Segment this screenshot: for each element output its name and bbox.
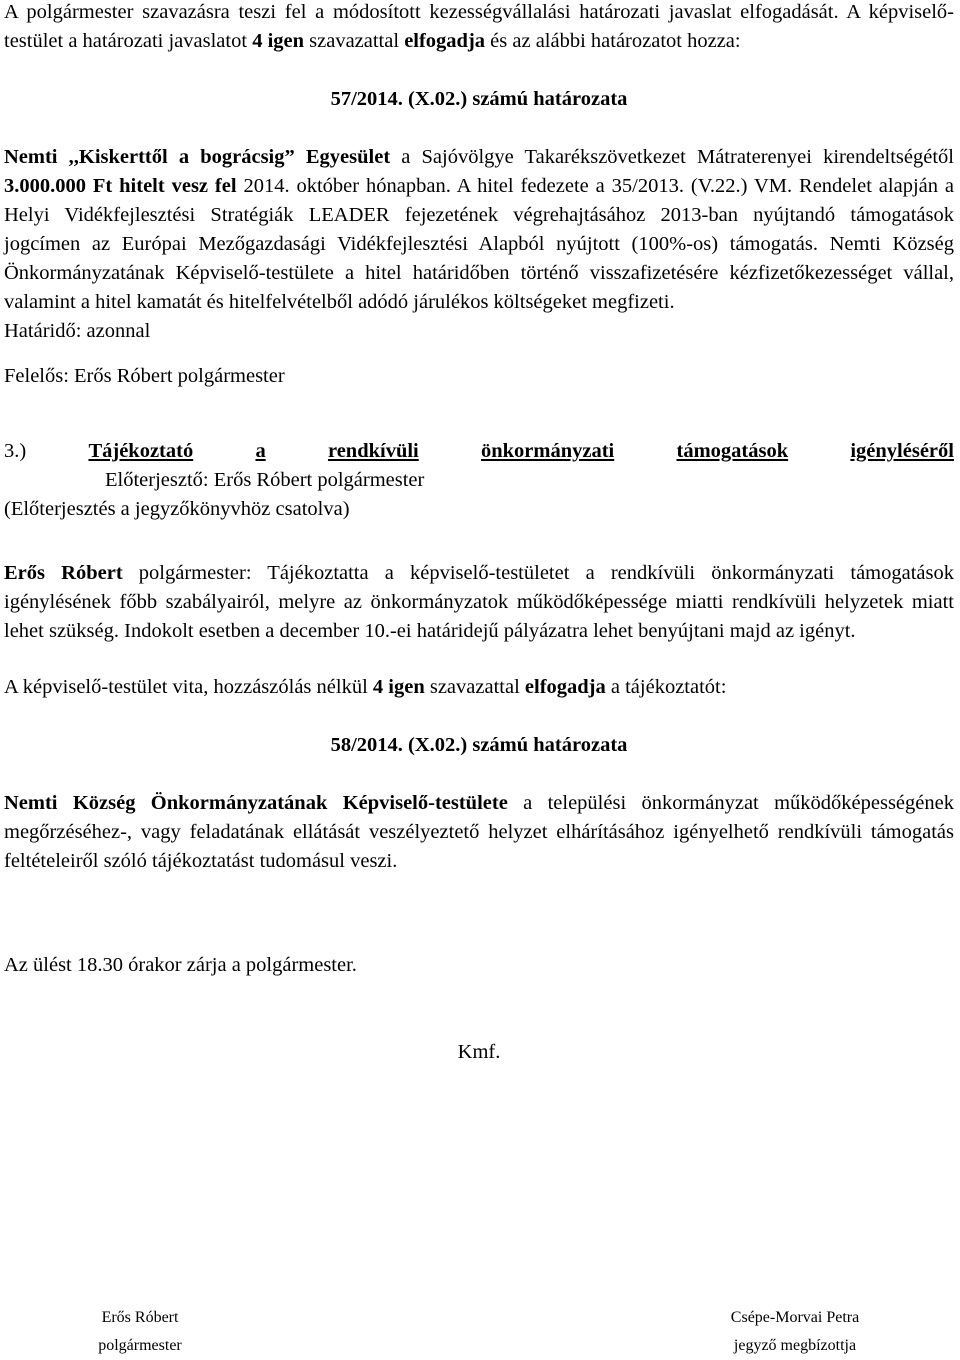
resolution-57-responsible: Felelős: Erős Róbert polgármester bbox=[4, 365, 285, 387]
signature-left bbox=[40, 1304, 240, 1360]
signature-right-title: jegyző megbízottja bbox=[733, 1337, 857, 1354]
resolution-57-deadline: Határidő: azonnal bbox=[4, 320, 151, 342]
resolution-57-body: Nemti ,,Kiskerttől a bográcsig” Egyesület a Sajóvölgye Takarékszövetkezet Mátraterenyei kirendeltségétől 3.000.000 Ft hitelt vesz fel 2014. október hónapban. A hitel fedezete a 35/2013. (V.22.) VM. Rendelet alapján a Helyi Vidékfejlesztési Stratégiák LEADER fejezetének végrehajtásához 2013-ban nyújtandó támogatások jogcímen az Európai Mezőgazdasági Vidékfejlesztési Alapból nyújtott (100%-os) támogatás. Nemti Község Önkormányzatának Képviselő-testülete a hitel határidőben történő visszafizetésére kézfizetőkezességet vállal, valamint a hitel kamatát és hitelfelvételből adódó járulékos költségeket megfizeti. bbox=[4, 146, 955, 313]
speaker-name: Erős Róbert bbox=[4, 562, 123, 584]
vote-count: 4 igen bbox=[252, 30, 305, 52]
signature-right-name: Csépe-Morvai Petra bbox=[730, 1309, 860, 1326]
signature-left-title: polgármester bbox=[98, 1337, 182, 1354]
vote-paragraph-2: A képviselő-testület vita, hozzászólás nélkül 4 igen szavazattal elfogadja a tájékoztatót: bbox=[4, 676, 727, 698]
resolution-58-title: 58/2014. (X.02.) számú határozata bbox=[330, 734, 628, 756]
agenda-item-3-attached: (Előterjesztés a jegyzőkönyvhöz csatolva) bbox=[4, 498, 350, 520]
vote-result: elfogadja bbox=[404, 30, 486, 52]
resolution-57-title: 57/2014. (X.02.) számú határozata bbox=[330, 88, 628, 110]
kmf-label: Kmf. bbox=[457, 1041, 501, 1063]
speaker-paragraph: Erős Róbert polgármester: Tájékoztatta a képviselő-testületet a rendkívüli önkormányzati támogatások igénylésének főbb szabályairól, melyre az önkormányzatok működőképessége miatti rendkívüli helyzetek miatt lehet szükség. Indokolt esetben a december 10.-ei határidejű pályázatra lehet benyújtani majd az igényt. bbox=[4, 562, 954, 642]
resolution-58-body: Nemti Község Önkormányzatának Képviselő-testülete a települési önkormányzat működőképességének megőrzéséhez-, vagy feladatának ellátását veszélyeztető helyzet elhárításához igényelhető rendkívüli támogatás feltételeiről szóló tájékoztatást tudomásul veszi. bbox=[4, 792, 954, 872]
agenda-item-3-heading: 3.) Tájékoztató a rendkívüli önkormányzati támogatások igényléséről bbox=[4, 440, 954, 462]
agenda-item-3-presenter: Előterjesztő: Erős Róbert polgármester bbox=[105, 469, 425, 491]
signature-left-name: Erős Róbert bbox=[101, 1309, 179, 1326]
closing-statement: Az ülést 18.30 órakor zárja a polgármester. bbox=[4, 954, 357, 976]
signature-right bbox=[680, 1304, 910, 1360]
vote-paragraph-1: A polgármester szavazásra teszi fel a módosított kezességvállalási határozati javaslat elfogadását. A képviselő-testület a határozati javaslatot 4 igen szavazattal elfogadja és az alábbi határozatot hozza: bbox=[4, 1, 954, 52]
document-page bbox=[4, 0, 954, 1067]
